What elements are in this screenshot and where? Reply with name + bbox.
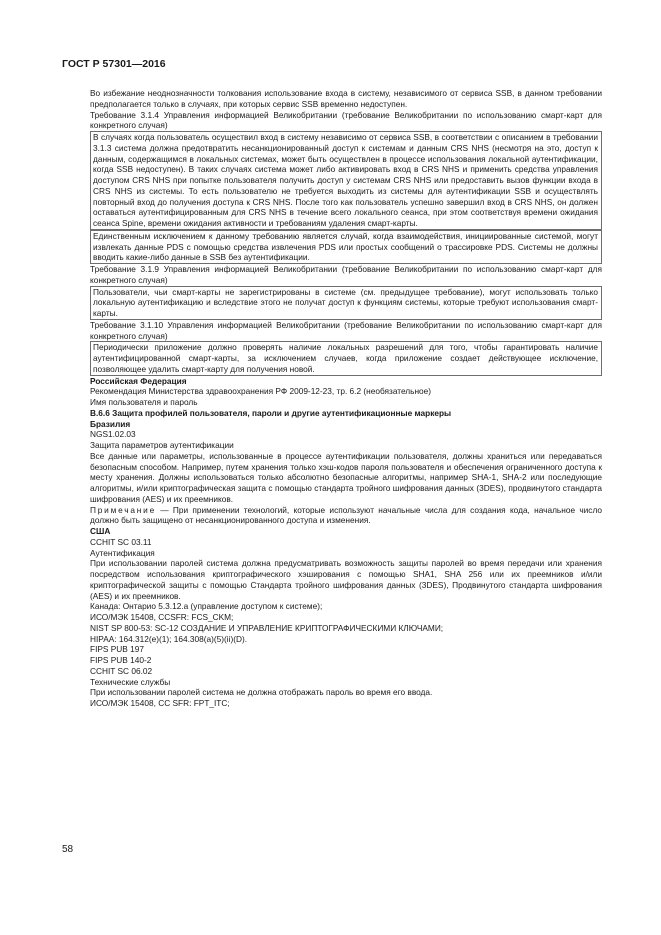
page-content (90, 88, 602, 709)
requirement-3-1-9-box: Пользователи, чьи смарт-карты не зарегистрированы в системе (см. предыдущее требование), могут использовать только локальную аутентификацию и вследствие этого не получат доступ к функциям системы, которые требуют использования смарт-карты. (90, 286, 602, 320)
section-b66-heading: В.6.6 Защита профилей пользователя, пароли и другие аутентификационные маркеры (90, 407, 452, 418)
requirement-3-1-10-heading: Требование 3.1.10 Управления информацией Великобритании (требование Великобритании по использованию смарт-карт для конкретного случая) (90, 319, 602, 341)
note-label: Примечание (90, 504, 157, 515)
usa-text-2: При использовании паролей система не должна отображать пароль во время его ввода. (90, 687, 433, 698)
requirement-3-1-9-heading: Требование 3.1.9 Управления информацией Великобритании (требование Великобритании по использованию смарт-карт для конкретного случая) (90, 264, 602, 285)
usa-fips-140: FIPS PUB 140-2 (90, 655, 152, 665)
russia-item: Имя пользователя и пароль (90, 397, 198, 407)
note-text: — При применении технологий, которые используют начальные числа для создания кода, начальное число должно быть защищено от несанкционированного доступа и изменения. (90, 504, 602, 526)
page-number: 58 (62, 844, 74, 855)
intro-paragraph: Во избежание неоднозначности толкования использование входа в систему, независимого от сервиса SSB, в данном требовании предполагается только в случаях, при которых сервис SSB временно недоступен. (90, 88, 602, 109)
usa-technical: Технические службы (90, 676, 171, 687)
note (90, 505, 602, 527)
brazil-code: NGS1.02.03 (90, 429, 136, 440)
usa-hipaa: HIPAA: 164.312(e)(1); 164.308(a)(5)(ii)(D). (90, 633, 248, 644)
requirement-3-1-4-box: В случаях когда пользователь осуществил вход в систему независимо от сервиса SSB, в соответствии с описанием в требовании 3.1.3 система должна предотвратить несанкционированный доступ к системам и данным CRS NHS (несмотря на это, доступ к данным, содержащимся в локальных системах, может быть осуществлен в процессе использования локальной аутентификации, когда SSB недоступен). В таких случаях система может либо активировать вход в CRS NHS и применить средства управления доступом CRS NHS при попытке пользователя получить доступ у системам CRS NHS или предоставить вызов функции входа в CRS NHS из системы. То есть пользователю не требуется выходить из системы для аутентификации SSB и осуществлять повторный вход до получения доступа к CRS NHS. После того как пользователь успешно завершил вход в CRS NHS, он должен оставаться аутентифицированным для CRS NHS в течение всего локального сеанса, при этом соответствуя времени ожидания сеанса Spine, времени ожидания активности и требованиям удаления смарт-карты. (90, 131, 602, 230)
usa-authentication: Аутентификация (90, 547, 155, 558)
exception-box: Единственным исключением к данному требованию является случай, когда взаимодействия, инициированные системой, могут извлекать данные PDS с помощью средства извлечения PDS или простых сообщений о трассировке PDS. Системы не должны вводить какие-либо данные в SSB без аутентификации. (90, 230, 602, 264)
russia-recommendation: Рекомендация Министерства здравоохранения РФ 2009-12-23, тр. 6.2 (необязательное) (90, 386, 432, 397)
brazil-text: Все данные или параметры, использованные в процессе аутентификации пользователя, должны храниться или передаваться безопасным способом. Например, путем хранения только хэш-кодов пароля пользователя и обеспечения ограниченного доступа к месту хранения. Должны использоваться только абсолютно безопасные алгоритмы, например SHA-1, SHA-2 или последующие алгоритмы, и/или криптографическая защита с помощью стандарта тройного шифрования данных (3DES), продвинутого стандарта шифрования (AES) и их преемников. (90, 450, 602, 504)
russia-heading: Российская Федерация (90, 375, 187, 386)
usa-text: При использовании паролей система должна предусматривать возможность защиты паролей во время передачи или хранения посредством использования криптографического хэширования с помощью SHA1, SHA 256 или их преемников и/или криптографической защиты с помощью Стандарта тройного шифрования данных (3DES), Продвинутого стандарта шифрования (AES) и их преемников. (90, 558, 602, 601)
brazil-item: Защита параметров аутентификации (90, 440, 234, 450)
usa-canada: Канада: Онтарио 5.3.12.а (управление доступом к системе); (90, 601, 323, 612)
requirement-3-1-4-heading: Требование 3.1.4 Управления информацией Великобритании (требование Великобритании по использованию смарт-карт для конкретного случая) (90, 109, 602, 131)
usa-cchit-2: CCHIT SC 06.02 (90, 665, 153, 676)
requirement-3-1-10-box: Периодически приложение должно проверять наличие локальных разрешений для того, чтобы гарантировать наличие аутентифицированной смарт-карты, за исключением случаев, когда приложение создает действующее исключение, позволяющее удалить смарт-карту для получения новой. (90, 341, 602, 375)
usa-iso-2: ИСО/МЭК 15408, CC SFR: FPT_ITC; (90, 698, 230, 708)
brazil-heading: Бразилия (90, 418, 131, 429)
usa-fips-197: FIPS PUB 197 (90, 644, 144, 655)
usa-heading: США (90, 526, 111, 536)
usa-cchit-1: CCHIT SC 03.11 (90, 536, 152, 547)
usa-iso-1: ИСО/МЭК 15408, CCSFR: FCS_CKM; (90, 612, 234, 622)
document-header: ГОСТ Р 57301—2016 (62, 58, 166, 70)
usa-nist: NIST SP 800-53: SC-12 СОЗДАНИЕ И УПРАВЛЕНИЕ КРИПТОГРАФИЧЕСКИМИ КЛЮЧАМИ; (90, 622, 444, 633)
